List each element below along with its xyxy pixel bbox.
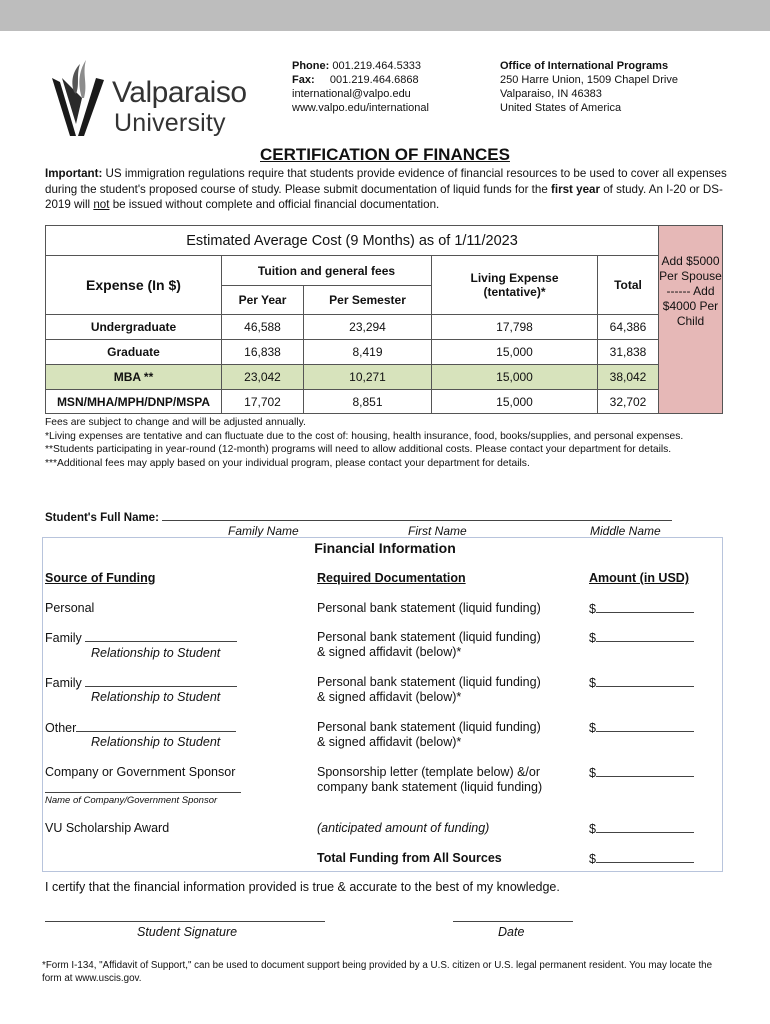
amount-personal[interactable] (589, 601, 694, 617)
financial-info-title: Financial Information (314, 540, 456, 556)
required-documentation-header: Required Documentation (317, 571, 466, 585)
cell-total: 38,042 (598, 365, 659, 390)
table-row (46, 315, 723, 340)
row-label: Graduate (46, 340, 222, 365)
source-scholarship: VU Scholarship Award (45, 821, 170, 835)
amount-header: Amount (in USD) (589, 571, 689, 585)
table-row (46, 340, 723, 365)
logo-name: Valparaiso (112, 76, 247, 109)
dependent-cost-note: Add $5000 Per Spouse ------ Add $4000 Per Child (659, 226, 723, 414)
cell-per-semester: 8,419 (304, 340, 432, 365)
amount-scholarship[interactable] (589, 821, 694, 837)
amount-family-2[interactable] (589, 675, 694, 691)
currency-symbol: $ (589, 766, 596, 780)
doc-family-1 (317, 630, 541, 660)
doc-line1: Personal bank statement (liquid funding) (317, 675, 541, 689)
university-logo (48, 58, 258, 140)
relationship-label: Relationship to Student (91, 735, 221, 749)
total-funding-label: Total Funding from All Sources (317, 851, 502, 865)
doc-line2: & signed affidavit (below)* (317, 735, 462, 749)
amount-total[interactable] (589, 851, 694, 867)
source-label: Family (45, 676, 82, 690)
cell-per-semester: 8,851 (304, 390, 432, 414)
doc-scholarship: (anticipated amount of funding) (317, 821, 490, 835)
total-header: Total (598, 256, 659, 315)
currency-symbol: $ (589, 822, 596, 836)
doc-personal: Personal bank statement (liquid funding) (317, 601, 541, 615)
important-bold: first year (551, 182, 600, 196)
office-line2: Valparaiso, IN 46383 (500, 88, 602, 100)
office-line1: 250 Harre Union, 1509 Chapel Drive (500, 74, 678, 86)
table-row-highlighted (46, 365, 723, 390)
middle-name-label: Middle Name (590, 524, 661, 538)
living-header: Living Expense (tentative)* (432, 256, 598, 315)
torch-logo-icon (48, 58, 108, 140)
first-name-label: First Name (408, 524, 467, 538)
office-title: Office of International Programs (500, 60, 669, 72)
currency-symbol: $ (589, 852, 596, 866)
source-family-2[interactable] (45, 675, 237, 691)
doc-line2: & signed affidavit (below)* (317, 645, 462, 659)
row-label: Undergraduate (46, 315, 222, 340)
note-2: *Living expenses are tentative and can fluctuate due to the cost of: housing, health insurance, food, books/supplies, and personal expenses. (45, 430, 684, 442)
relationship-label: Relationship to Student (91, 646, 221, 660)
phone-label: Phone: (292, 60, 330, 72)
student-name-row: Student's Full Name: (45, 510, 672, 524)
student-name-input[interactable] (162, 510, 672, 521)
cell-per-year: 16,838 (222, 340, 304, 365)
office-line3: United States of America (500, 102, 622, 114)
family-name-label: Family Name (228, 524, 299, 538)
doc-other (317, 720, 541, 750)
currency-symbol: $ (589, 721, 596, 735)
row-label: MSN/MHA/MPH/DNP/MSPA (46, 390, 222, 414)
cell-living: 15,000 (432, 390, 598, 414)
doc-line1: Personal bank statement (liquid funding) (317, 720, 541, 734)
website: www.valpo.edu/international (292, 102, 429, 114)
cost-table (45, 225, 723, 414)
sponsor-name-label: Name of Company/Government Sponsor (45, 795, 218, 806)
doc-line2: company bank statement (liquid funding) (317, 780, 543, 794)
cell-living: 17,798 (432, 315, 598, 340)
cell-living: 15,000 (432, 365, 598, 390)
important-underlined: not (93, 198, 110, 211)
doc-sponsor (317, 765, 542, 795)
email-address: international@valpo.edu (292, 88, 411, 100)
doc-line1: Sponsorship letter (template below) &/or (317, 765, 541, 779)
currency-symbol: $ (589, 631, 596, 645)
doc-family-2 (317, 675, 541, 705)
student-name-label: Student's Full Name (45, 512, 156, 524)
cell-living: 15,000 (432, 340, 598, 365)
fee-notes (45, 416, 735, 470)
table-row (46, 390, 723, 414)
student-signature-label: Student Signature (137, 925, 238, 939)
note-3: **Students participating in year-round (12-month) programs will need to allow additional costs. Please contact your department for details. (45, 444, 672, 455)
document-title: CERTIFICATION OF FINANCES (260, 145, 510, 164)
doc-line2: & signed affidavit (below)* (317, 690, 462, 704)
cell-total: 32,702 (598, 390, 659, 414)
note-1: Fees are subject to change and will be adjusted annually. (45, 417, 306, 428)
contact-block (292, 59, 429, 115)
source-label: Family (45, 631, 82, 645)
date-line[interactable] (453, 921, 573, 922)
important-text1: US immigration regulations require that students provide evidence of financial resources to be used to cover all expenses during the student's proposed course of study. Please submit documentation of liquid funds for the (45, 167, 727, 196)
row-label: MBA ** (46, 365, 222, 390)
currency-symbol: $ (589, 676, 596, 690)
cell-total: 31,838 (598, 340, 659, 365)
source-personal: Personal (45, 601, 95, 615)
cell-per-year: 17,702 (222, 390, 304, 414)
amount-sponsor[interactable] (589, 765, 694, 781)
source-other[interactable] (45, 720, 236, 736)
form-i134-footnote: *Form I-134, "Affidavit of Support," can be used to document support being provided by a U.S. citizen or U.S. legal permanent resident. You may locate the form at www.uscis.gov. (42, 960, 713, 984)
per-semester-header: Per Semester (304, 286, 432, 315)
important-text3: be issued without complete and official financial documentation. (109, 198, 440, 211)
amount-other[interactable] (589, 720, 694, 736)
per-year-header: Per Year (222, 286, 304, 315)
source-of-funding-header: Source of Funding (45, 571, 156, 585)
cell-per-semester: 23,294 (304, 315, 432, 340)
sponsor-name-input[interactable] (45, 792, 241, 793)
important-label: Important: (45, 167, 103, 180)
currency-symbol: $ (589, 602, 596, 616)
relationship-label: Relationship to Student (91, 690, 221, 704)
office-address (500, 59, 678, 115)
cell-per-year: 23,042 (222, 365, 304, 390)
fax-label: Fax: (292, 74, 315, 86)
logo-university: University (114, 109, 226, 137)
source-label: Other (45, 721, 77, 735)
estimate-title: Estimated Average Cost (9 Months) as of 1/11/2023 (46, 226, 659, 256)
certification-statement: I certify that the financial information provided is true & accurate to the best of my knowledge. (45, 880, 560, 894)
date-label: Date (498, 925, 525, 939)
expense-header: Expense (In $) (46, 256, 222, 315)
cell-per-semester: 10,271 (304, 365, 432, 390)
tuition-header: Tuition and general fees (222, 256, 432, 286)
cell-total: 64,386 (598, 315, 659, 340)
important-paragraph (45, 166, 730, 213)
top-bar (0, 0, 770, 31)
doc-line1: Personal bank statement (liquid funding) (317, 630, 541, 644)
phone-number: 001.219.464.5333 (332, 60, 422, 72)
source-sponsor: Company or Government Sponsor (45, 765, 236, 779)
important-text2: of study. An I-20 or DS-2019 will (45, 182, 723, 211)
cell-per-year: 46,588 (222, 315, 304, 340)
student-signature-line[interactable] (45, 921, 325, 922)
amount-family-1[interactable] (589, 630, 694, 646)
note-4: ***Additional fees may apply based on your individual program, please contact your department for details. (45, 457, 530, 469)
source-family-1[interactable] (45, 630, 237, 646)
fax-number: 001.219.464.6868 (329, 74, 419, 86)
